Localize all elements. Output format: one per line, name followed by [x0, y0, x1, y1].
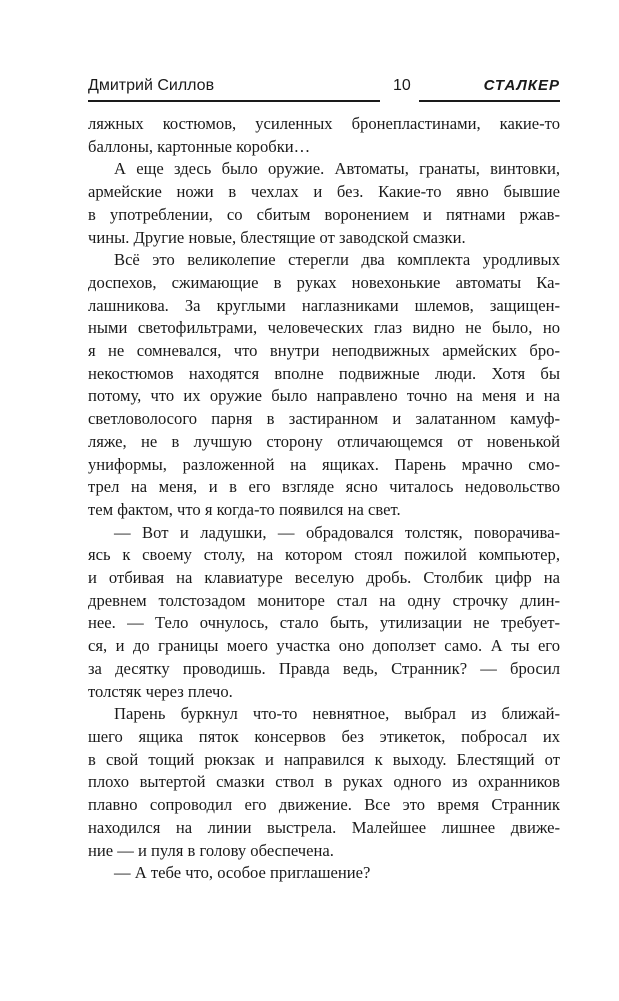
- text-line: некостюмов находятся вполне подвижные люди. Хотя бы: [88, 363, 560, 383]
- text-line: светловолосого парня в застиранном и залатанном камуф-: [88, 409, 560, 429]
- text-line: Парень буркнул что-то невнятное, выбрал из ближай-: [114, 704, 560, 724]
- text-line: плавно сопроводил его движение. Все это время Странник: [88, 795, 560, 815]
- text-line: за десятку проводишь. Правда ведь, Странник? — бросил: [88, 658, 560, 678]
- header-series-title: СТАЛКЕР: [483, 77, 560, 94]
- paragraph: [88, 113, 560, 158]
- running-header: [88, 76, 560, 104]
- text-line: — Вот и ладушки, — обрадовался толстяк, поворачива-: [114, 522, 560, 542]
- text-line: — А тебе что, особое приглашение?: [114, 863, 371, 883]
- text-line: Всё это великолепие стерегли два комплекта уродливых: [114, 250, 560, 270]
- text-line: тем фактом, что я когда-то появился на свет.: [88, 499, 401, 519]
- text-line: униформы, разложенной на ящиках. Парень мрачно смо-: [88, 454, 560, 474]
- text-line: в употреблении, со сбитым воронением и пятнами ржав-: [88, 204, 560, 224]
- text-line: потому, что их оружие было направлено точно на меня и на: [88, 386, 560, 406]
- text-line: трел на меня, и в его взгляде ясно читалось недовольство: [88, 477, 560, 497]
- header-rule-left: [88, 100, 380, 102]
- page-number: 10: [393, 77, 411, 94]
- text-line: чины. Другие новые, блестящие от заводской смазки.: [88, 227, 466, 247]
- text-line: находился на линии выстрела. Малейшее лишнее движе-: [88, 817, 560, 837]
- text-line: ся, и до границы моего участка оно доползет само. А ты его: [88, 636, 560, 656]
- text-line: ясь к своему столу, на котором стоял пожилой компьютер,: [88, 545, 560, 565]
- text-line: ние — и пуля в голову обеспечена.: [88, 840, 334, 860]
- text-line: в свой тощий рюкзак и направился к выходу. Блестящий от: [88, 749, 560, 769]
- paragraph: [88, 703, 560, 862]
- text-line: толстяк через плечо.: [88, 681, 233, 701]
- header-rule-right: [419, 100, 560, 102]
- text-line: армейские ножи в чехлах и без. Какие-то явно бывшие: [88, 182, 560, 202]
- text-line: и отбивая на клавиатуре веселую дробь. Столбик цифр на: [88, 568, 560, 588]
- paragraph: [88, 862, 560, 885]
- text-line: ными светофильтрами, человеческих глаз видно не было, но: [88, 318, 560, 338]
- text-line: лашникова. За круглыми наглазниками шлемов, защищен-: [88, 295, 560, 315]
- text-line: я не сомневался, что внутри неподвижных армейских бро-: [88, 341, 560, 361]
- paragraph: [88, 249, 560, 521]
- text-line: ляжных костюмов, усиленных бронепластинами, какие-то: [88, 114, 560, 133]
- text-line: ляже, не в лучшую сторону отличающемся от новенькой: [88, 431, 560, 451]
- body-text: [88, 113, 560, 885]
- paragraph: [88, 522, 560, 704]
- text-line: древнем толстозадом мониторе стал на одну строчку длин-: [88, 590, 560, 610]
- text-line: А еще здесь было оружие. Автоматы, гранаты, винтовки,: [114, 159, 560, 179]
- header-author: Дмитрий Силлов: [88, 77, 215, 94]
- text-line: баллоны, картонные коробки…: [88, 136, 311, 156]
- text-line: шего ящика пяток консервов без этикеток, побросал их: [88, 726, 560, 746]
- text-line: доспехов, сжимающие в руках новехонькие автоматы Ка-: [88, 272, 560, 292]
- text-line: нее. — Тело очнулось, стало быть, утилизации не требует-: [88, 613, 560, 633]
- text-line: плохо вытертой смазки ствол в руках одного из охранников: [88, 772, 560, 792]
- paragraph: [88, 158, 560, 249]
